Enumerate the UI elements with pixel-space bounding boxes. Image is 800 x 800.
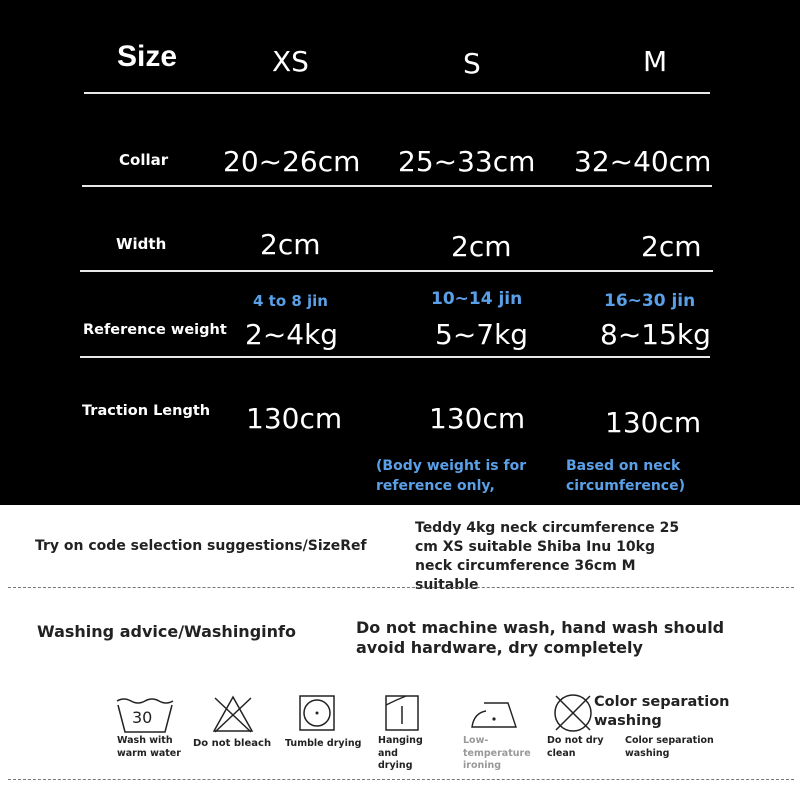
traction-length-label: Traction Length <box>82 403 211 419</box>
do-not-bleach-icon <box>211 694 255 734</box>
wash-temperature: 30 <box>132 708 153 727</box>
tumble-dry-caption: Tumble drying <box>285 738 362 749</box>
reference-weight-label: Reference weight <box>83 322 227 338</box>
collar-label: Collar <box>119 151 169 169</box>
collar-m-value: 32~40cm <box>574 145 712 178</box>
section-divider <box>8 587 794 588</box>
low-temp-iron-caption: Low-temperature ironing <box>463 735 531 771</box>
section-divider <box>8 779 794 780</box>
weight-m-value: 8~15kg <box>600 318 711 351</box>
size-header-m: M <box>643 45 668 78</box>
color-separation-title: Color separation washing <box>594 694 730 729</box>
neck-note: Based on neck circumference) <box>566 458 685 494</box>
low-temp-iron-icon <box>470 697 520 731</box>
color-separation-caption: Color separation washing <box>625 735 714 759</box>
weight-note: (Body weight is for reference only, <box>376 458 527 494</box>
weight-m-jin: 16~30 jin <box>604 291 696 311</box>
do-not-dry-clean-icon <box>552 692 594 734</box>
width-label: Width <box>116 235 167 253</box>
table-divider <box>80 356 710 358</box>
size-ref-label: Try on code selection suggestions/SizeRef <box>35 538 367 554</box>
traction-xs-value: 130cm <box>246 402 343 435</box>
size-header-s: S <box>463 47 481 80</box>
do-not-dry-clean-caption: Do not dry clean <box>547 735 604 759</box>
table-divider <box>80 270 713 272</box>
do-not-bleach-caption: Do not bleach <box>193 738 272 749</box>
traction-m-value: 130cm <box>605 406 702 439</box>
width-m-value: 2cm <box>641 230 702 263</box>
weight-s-jin: 10~14 jin <box>431 289 523 309</box>
collar-s-value: 25~33cm <box>398 145 536 178</box>
size-header-label: Size <box>117 40 178 73</box>
wash-30-icon <box>115 697 175 735</box>
width-xs-value: 2cm <box>260 228 321 261</box>
hang-dry-caption: Hanging and drying <box>378 735 423 771</box>
washing-text: Do not machine wash, hand wash should avoid hardware, dry completely <box>356 618 725 657</box>
width-s-value: 2cm <box>451 230 512 263</box>
size-ref-text: Teddy 4kg neck circumference 25 cm XS suitable Shiba Inu 10kg neck circumference 36cm M suitable <box>415 520 680 593</box>
tumble-dry-icon <box>298 694 336 732</box>
washing-label: Washing advice/Washinginfo <box>37 622 296 641</box>
table-divider <box>82 185 712 187</box>
weight-xs-value: 2~4kg <box>245 318 339 351</box>
size-header-xs: XS <box>272 45 309 78</box>
table-divider <box>84 92 710 94</box>
traction-s-value: 130cm <box>429 402 526 435</box>
hang-dry-icon <box>384 694 420 732</box>
weight-xs-jin: 4 to 8 jin <box>253 292 328 310</box>
wash-warm-caption: Wash with warm water <box>117 735 181 759</box>
collar-xs-value: 20~26cm <box>223 145 361 178</box>
weight-s-value: 5~7kg <box>435 318 529 351</box>
